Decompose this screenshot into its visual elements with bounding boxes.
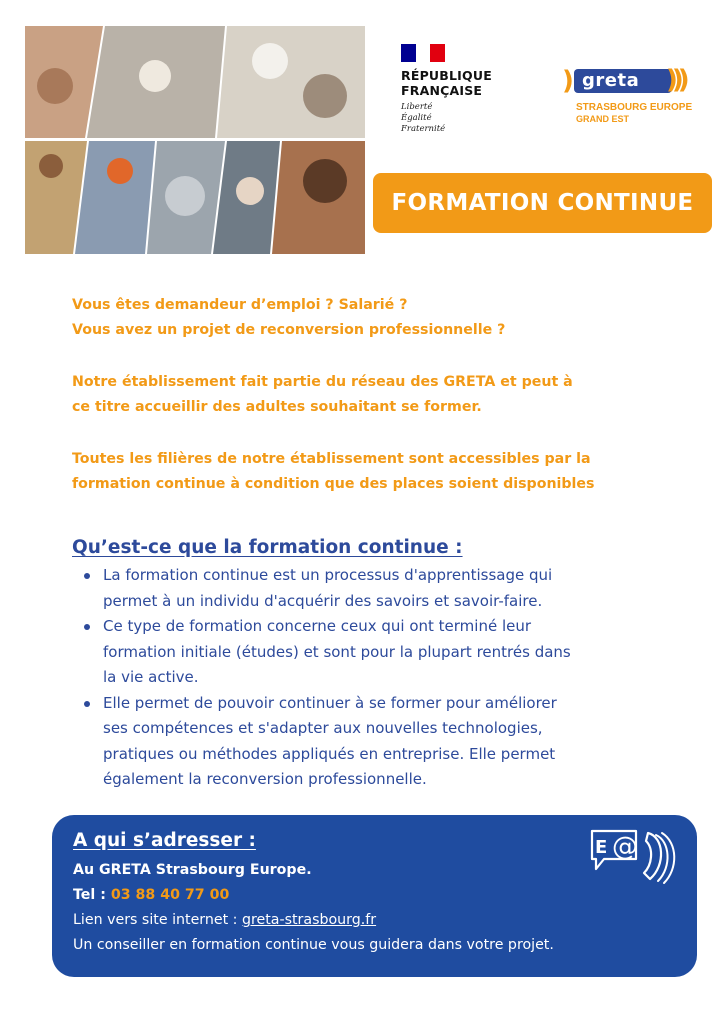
flag-icon [401,44,445,62]
republique-name: RÉPUBLIQUE FRANÇAISE [401,68,492,98]
photo-collage [25,26,365,254]
svg-text:E: E [595,837,608,858]
list-item: La formation continue est un processus d'apprentissage qui permet à un individu d'acquérir des savoirs et savoir-faire. [82,563,682,614]
greta-logo: ) greta ))) STRASBOURG EUROPE GRAND EST [562,66,702,136]
contact-phone [73,884,229,906]
greta-region: GRAND EST [576,114,630,124]
intro-text [72,293,692,497]
republique-motto: Liberté Égalité Fraternité [401,102,446,134]
email-phone-icon [586,825,680,887]
website-link[interactable]: greta-strasbourg.fr [241,912,377,928]
republique-francaise-logo [401,44,541,135]
intro-paragraph: Toutes les filières de notre établissement sont accessibles par la formation continue à condition que des places soient disponibles [72,451,595,492]
bullet-list [82,563,682,793]
svg-text:@: @ [612,832,638,862]
greta-brand: greta [574,69,672,93]
intro-paragraph: Vous êtes demandeur d’emploi ? Salarié ? Vous avez un projet de reconversion professionnelle ? [72,297,506,338]
greta-subtitle: STRASBOURG EUROPE [576,102,693,113]
intro-paragraph: Notre établissement fait partie du réseau des GRETA et peut à ce titre accueillir des adultes souhaitant se former. [72,374,573,415]
section-title: Qu’est-ce que la formation continue : [72,537,463,558]
contact-website [73,909,376,931]
formation-continue-banner [373,173,712,233]
list-item: Elle permet de pouvoir continuer à se former pour améliorer ses compétences et s'adapter aux nouvelles technologies, pratiques ou méthodes appliqués en entreprise. Elle permet également la reconversion professionnelle. [82,691,682,793]
contact-org: Au GRETA Strasbourg Europe. [73,862,312,878]
phone-number[interactable]: 03 88 40 77 00 [110,887,230,903]
list-item: Ce type de formation concerne ceux qui ont terminé leur formation initiale (études) et sont pour la plupart rentrés dans la vie active. [82,614,682,691]
website-label: Lien vers site internet : [73,912,242,928]
contact-note: Un conseiller en formation continue vous guidera dans votre projet. [73,937,554,953]
phone-label: Tel : [73,887,111,903]
contact-title: A qui s’adresser : [73,830,256,851]
contact-box [52,815,697,977]
banner-title: FORMATION CONTINUE [391,190,694,216]
